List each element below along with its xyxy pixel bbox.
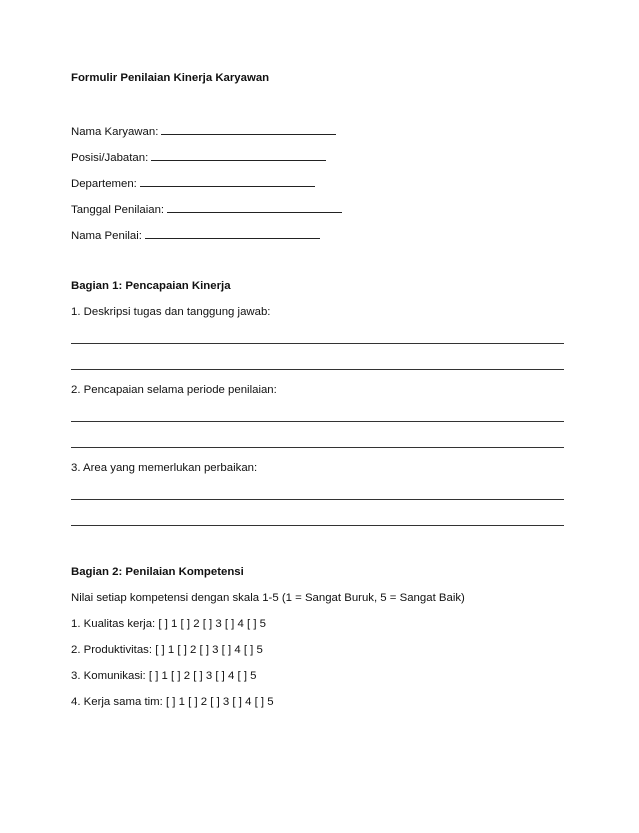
nama-karyawan-input[interactable] <box>161 123 336 135</box>
nama-penilai-input[interactable] <box>145 227 320 239</box>
rating-item-produktivitas[interactable]: 2. Produktivitas: [ ] 1 [ ] 2 [ ] 3 [ ] 4 [ ] 5 <box>71 644 263 656</box>
rating-item-kualitas-kerja[interactable]: 1. Kualitas kerja: [ ] 1 [ ] 2 [ ] 3 [ ] 4 [ ] 5 <box>71 618 266 630</box>
answer-line[interactable] <box>71 447 564 448</box>
field-label: Nama Penilai: <box>71 230 142 242</box>
answer-line[interactable] <box>71 343 564 344</box>
section1-heading: Bagian 1: Pencapaian Kinerja <box>71 280 231 292</box>
field-label: Tanggal Penilaian: <box>71 204 165 216</box>
section1-question: 3. Area yang memerlukan perbaikan: <box>71 462 258 474</box>
field-posisi-jabatan <box>71 149 326 165</box>
departemen-input[interactable] <box>140 175 315 187</box>
field-label: Posisi/Jabatan: <box>71 152 149 164</box>
field-tanggal-penilaian <box>71 201 342 217</box>
answer-line[interactable] <box>71 421 564 422</box>
document-title: Formulir Penilaian Kinerja Karyawan <box>71 72 270 84</box>
section2-heading: Bagian 2: Penilaian Kompetensi <box>71 566 244 578</box>
posisi-jabatan-input[interactable] <box>151 149 326 161</box>
section1-question: 1. Deskripsi tugas dan tanggung jawab: <box>71 306 271 318</box>
field-label: Departemen: <box>71 178 137 190</box>
form-page <box>71 0 567 833</box>
answer-line[interactable] <box>71 369 564 370</box>
rating-item-kerja-sama-tim[interactable]: 4. Kerja sama tim: [ ] 1 [ ] 2 [ ] 3 [ ] 4 [ ] 5 <box>71 696 274 708</box>
tanggal-penilaian-input[interactable] <box>167 201 342 213</box>
field-nama-karyawan <box>71 123 336 139</box>
answer-line[interactable] <box>71 499 564 500</box>
rating-item-komunikasi[interactable]: 3. Komunikasi: [ ] 1 [ ] 2 [ ] 3 [ ] 4 [ ] 5 <box>71 670 257 682</box>
field-departemen <box>71 175 315 191</box>
field-label: Nama Karyawan: <box>71 126 159 138</box>
answer-line[interactable] <box>71 525 564 526</box>
field-nama-penilai <box>71 227 320 243</box>
section2-instruction: Nilai setiap kompetensi dengan skala 1-5 (1 = Sangat Buruk, 5 = Sangat Baik) <box>71 592 465 604</box>
section1-question: 2. Pencapaian selama periode penilaian: <box>71 384 277 396</box>
